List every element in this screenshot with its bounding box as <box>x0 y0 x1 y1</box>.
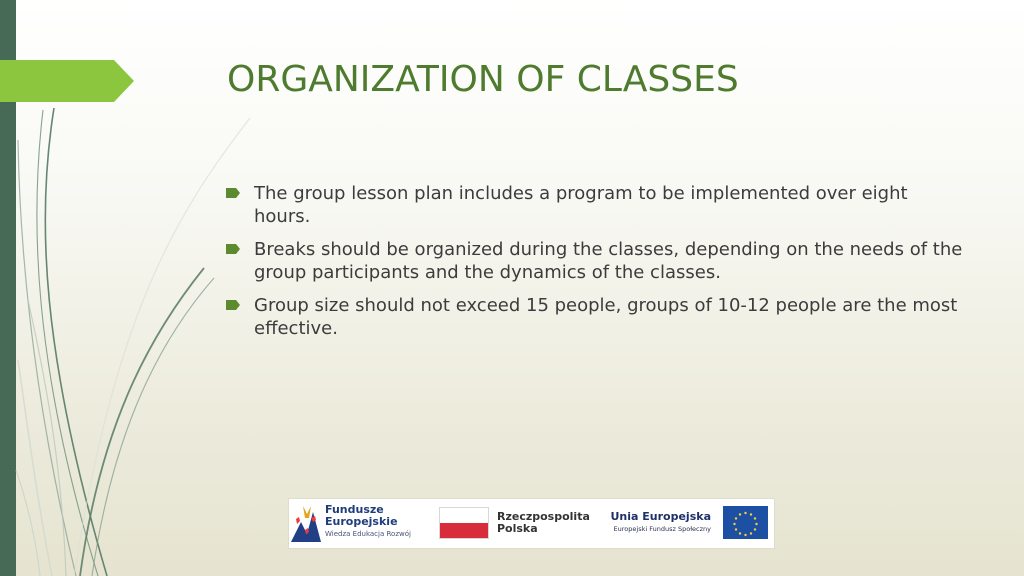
bullet-text: Group size should not exceed 15 people, groups of 10-12 people are the most effective. <box>254 295 958 339</box>
arrow-bullet-icon <box>226 244 240 254</box>
eu-text <box>609 511 711 533</box>
bullet-item <box>226 182 966 228</box>
slide-title: ORGANIZATION OF CLASSES <box>227 59 739 100</box>
funding-logo-strip <box>289 499 774 548</box>
fundusze-text <box>325 504 445 539</box>
poland-text <box>497 511 597 535</box>
poland-flag-icon <box>439 507 489 539</box>
arrow-bullet-icon <box>226 188 240 198</box>
bullet-item <box>226 238 966 284</box>
eu-subtitle: Europejski Fundusz Społeczny <box>613 525 711 533</box>
eu-title: Unia Europejska <box>610 510 711 523</box>
poland-line-1: Rzeczpospolita <box>497 510 590 523</box>
bullet-item <box>226 294 966 340</box>
bullet-list <box>226 182 966 350</box>
eu-flag-icon <box>723 506 768 539</box>
green-arrow-marker-icon <box>0 60 134 102</box>
bullet-text: Breaks should be organized during the classes, depending on the needs of the group participants and the dynamics of the classes. <box>254 239 963 283</box>
arrow-bullet-icon <box>226 300 240 310</box>
poland-line-2: Polska <box>497 522 538 535</box>
fundusze-subtitle: Wiedza Edukacja Rozwój <box>325 530 411 538</box>
bullet-text: The group lesson plan includes a program to be implemented over eight hours. <box>254 183 908 227</box>
fundusze-line-2: Europejskie <box>325 515 398 528</box>
fundusze-line-1: Fundusze <box>325 503 384 516</box>
fundusze-europejskie-logo <box>291 504 321 542</box>
